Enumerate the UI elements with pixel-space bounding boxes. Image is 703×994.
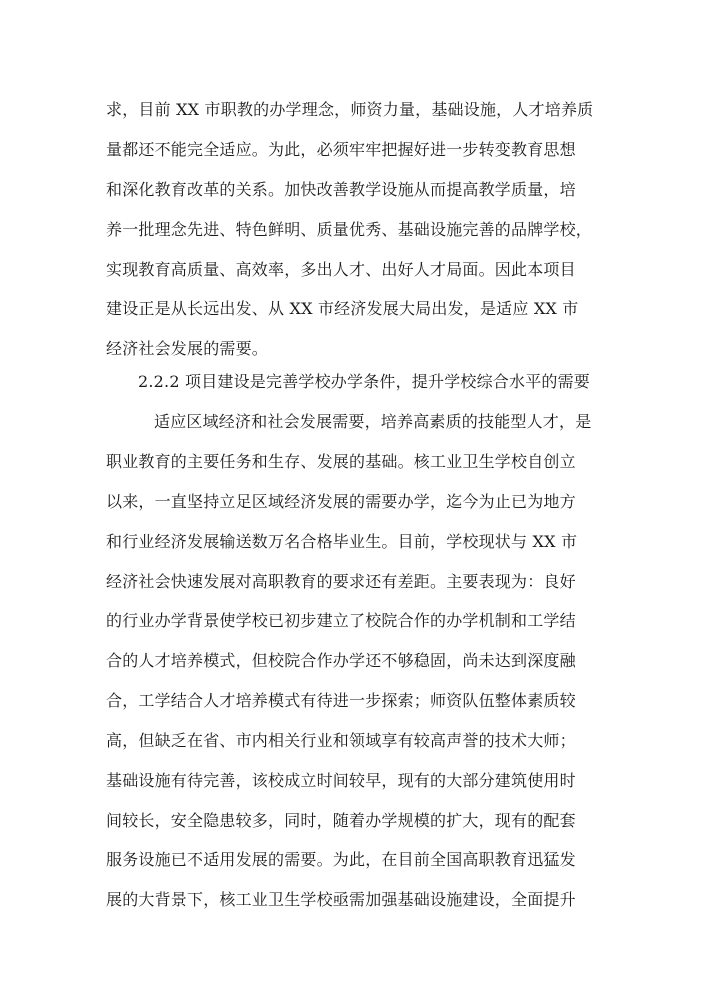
paragraph-line: 适应区域经济和社会发展需要，培养高素质的技能型人才，是 — [154, 412, 592, 431]
paragraph-line: 合，工学结合人才培养模式有待进一步探索；师资队伍整体素质较 — [106, 691, 576, 710]
paragraph-line: 养一批理念先进、特色鲜明、质量优秀、基础设施完善的品牌学校， — [106, 220, 593, 239]
paragraph-line: 经济社会快速发展对高职教育的要求还有差距。主要表现为：良好 — [106, 572, 576, 591]
paragraph-line: 量都还不能完全适应。为此，必须牢牢把握好进一步转变教育思想 — [106, 140, 576, 159]
paragraph-line: 和行业经济发展输送数万名合格毕业生。目前，学校现状与 XX 市 — [106, 532, 578, 551]
paragraph-line: 基础设施有待完善，该校成立时间较早，现有的大部分建筑使用时 — [106, 771, 576, 790]
paragraph-line: 展的大背景下，核工业卫生学校亟需加强基础设施建设，全面提升 — [106, 890, 576, 909]
section-heading: 2.2.2 项目建设是完善学校办学条件，提升学校综合水平的需要 — [138, 372, 590, 391]
paragraph-line: 的行业办学背景使学校已初步建立了校院合作的办学机制和工学结 — [106, 611, 576, 630]
paragraph-line: 以来，一直坚持立足区域经济发展的需要办学，迄今为止已为地方 — [106, 492, 576, 511]
paragraph-line: 求，目前 XX 市职教的办学理念，师资力量，基础设施，人才培养质 — [106, 100, 594, 119]
paragraph-line: 服务设施已不适用发展的需要。为此，在目前全国高职教育迅猛发 — [106, 850, 576, 869]
paragraph-line: 高，但缺乏在省、市内相关行业和领域享有较高声誉的技术大师； — [106, 731, 576, 750]
paragraph-line: 职业教育的主要任务和生存、发展的基础。核工业卫生学校自创立 — [106, 452, 576, 471]
paragraph-line: 经济社会发展的需要。 — [106, 339, 269, 358]
paragraph-line: 间较长，安全隐患较多，同时，随着办学规模的扩大，现有的配套 — [106, 811, 576, 830]
paragraph-line: 建设正是从长远出发、从 XX 市经济发展大局出发，是适应 XX 市 — [106, 299, 579, 318]
paragraph-line: 和深化教育改革的关系。加快改善教学设施从而提高教学质量，培 — [106, 180, 576, 199]
paragraph-line: 合的人才培养模式，但校院合作办学还不够稳固，尚未达到深度融 — [106, 651, 576, 670]
paragraph-line: 实现教育高质量、高效率，多出人才、出好人才局面。因此本项目 — [106, 260, 576, 279]
